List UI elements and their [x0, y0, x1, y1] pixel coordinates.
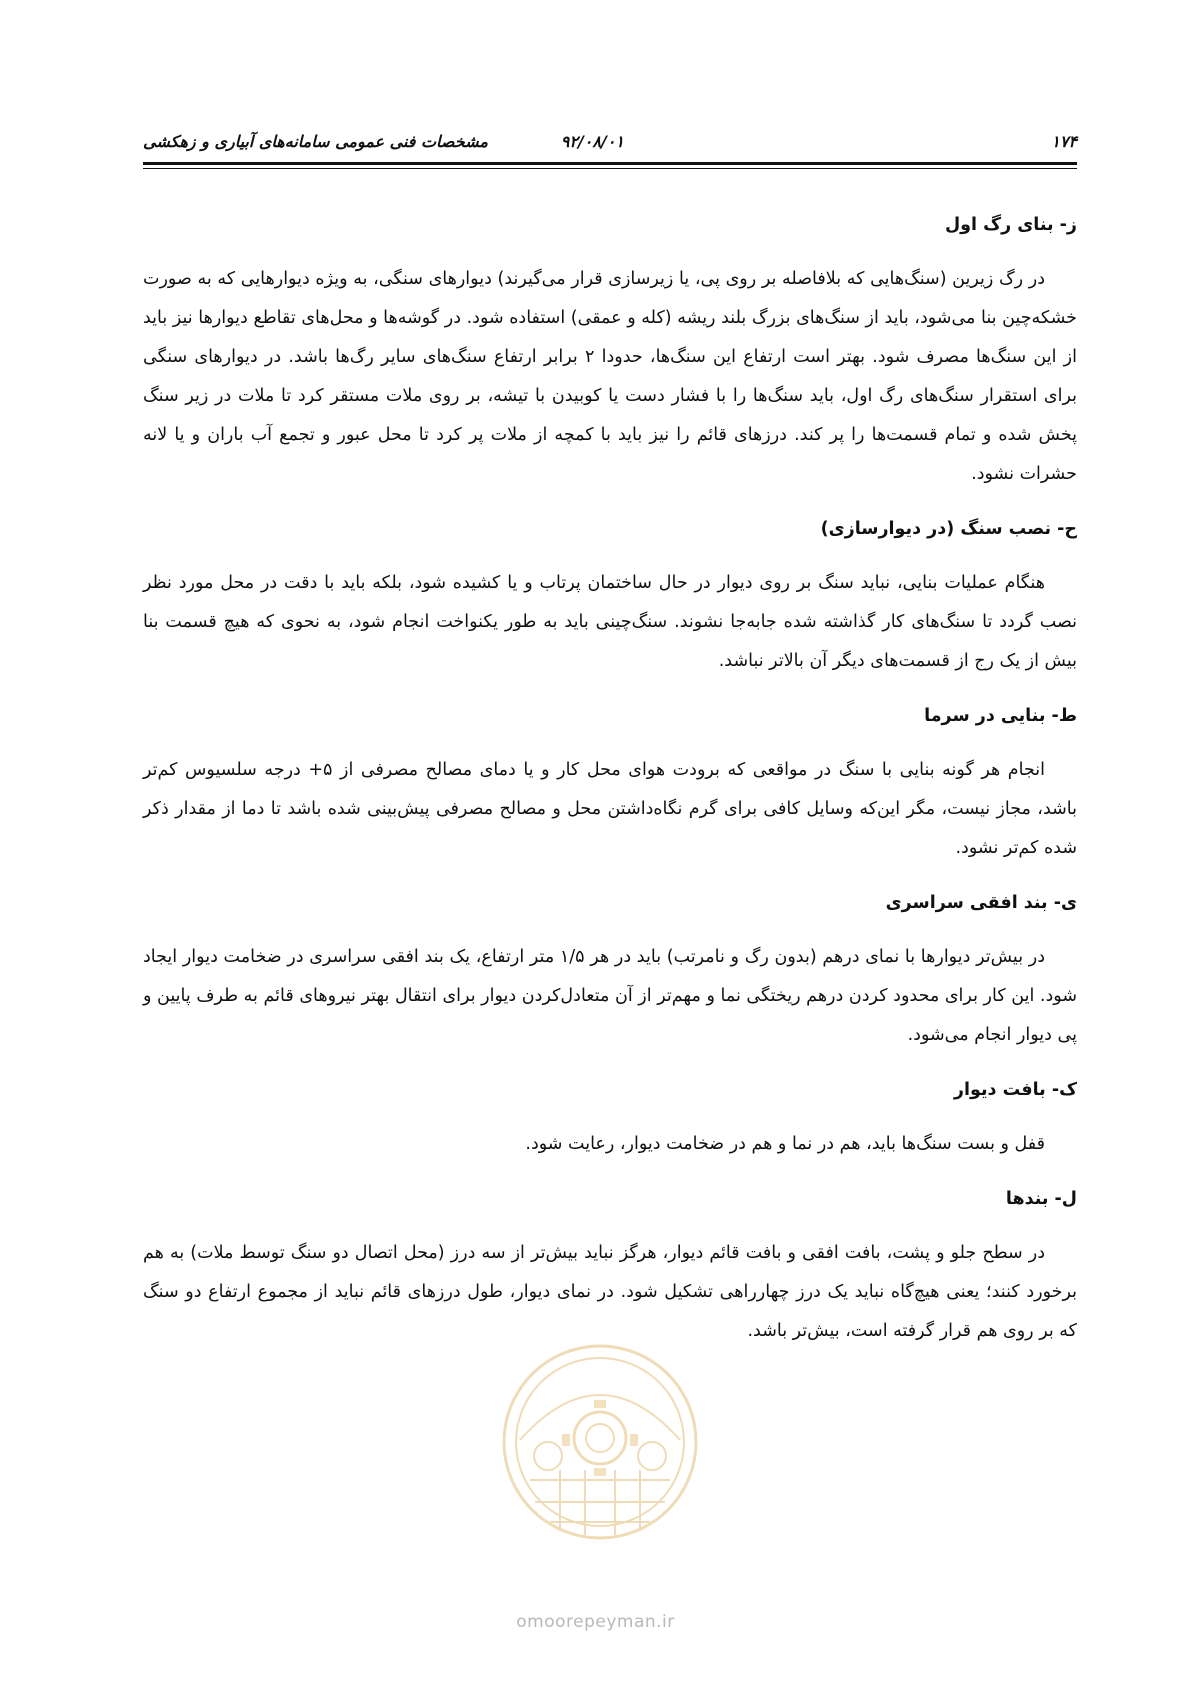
page-header	[143, 128, 1077, 164]
watermark-url: omoorepeyman.ir	[516, 1612, 675, 1632]
section-heading: ح- نصب سنگ (در دیوارسازی)	[820, 519, 1077, 539]
section-heading: ی- بند افقی سراسری	[885, 893, 1077, 913]
section-k	[143, 1077, 1077, 1164]
section-l	[143, 1186, 1077, 1351]
section-paragraph: هنگام عملیات بنایی، نباید سنگ بر روی دیوار در حال ساختمان پرتاب و یا کشیده شود، بلکه باید با دقت در محل مورد نظر نصب گردد تا سنگ‌های کار گذاشته شده جابه‌جا نشوند. سنگ‌چینی باید به طور یکنواخت انجام شود، به نحوی که هیچ قسمت بنا بیش از یک رج از قسمت‌های دیگر آن بالاتر نباشد.	[143, 573, 1077, 671]
section-paragraph: قفل و بست سنگ‌ها باید، هم در نما و هم در ضخامت دیوار، رعایت شود.	[525, 1134, 1045, 1154]
section-paragraph: در بیش‌تر دیوارها با نمای درهم (بدون رگ و نامرتب) باید در هر ۱/۵ متر ارتفاع، یک بند افقی سراسری در ضخامت دیوار ایجاد شود. این کار برای محدود کردن درهم ریختگی نما و مهم‌تر از آن متعادل‌کردن دیوار برای انتقال بهتر نیروهای قائم به طرف پایین و پی دیوار انجام می‌شود.	[143, 947, 1077, 1045]
header-date: ۹۲/۰۸/۰۱	[560, 132, 624, 151]
header-rule-thick	[143, 162, 1077, 165]
header-title: مشخصات فنی عمومی سامانه‌های آبیاری و زهکشی	[143, 132, 488, 151]
header-rule-thin	[143, 168, 1077, 169]
section-heading: ط- بنایی در سرما	[924, 706, 1077, 726]
section-y	[143, 890, 1077, 1055]
section-h	[143, 516, 1077, 681]
section-paragraph: در رگ زیرین (سنگ‌هایی که بلافاصله بر روی پی، یا زیرسازی قرار می‌گیرند) دیوارهای سنگی، به ویژه دیوارهایی که به صورت خشکه‌چین بنا می‌شود، باید از سنگ‌های بزرگ بلند ریشه (کله و عمقی) استفاده شود. در گوشه‌ها و محل‌های تقاطع دیوارها نیز باید از این سنگ‌ها مصرف شود. بهتر است ارتفاع این سنگ‌ها، حدودا ۲ برابر ارتفاع سنگ‌های سایر رگ‌ها باشد. در دیوارهای سنگی برای استقرار سنگ‌های رگ اول، باید سنگ‌ها را با فشار دست یا کوبیدن با تیشه، بر روی ملات مستقر کرد تا ملات در زیر سنگ پخش شده و تمام قسمت‌ها را پر کند. درزهای قائم را نیز باید با کمچه از ملات پر کرد تا محل عبور و تجمع آب باران و یا لانه حشرات نشود.	[143, 269, 1077, 484]
section-z	[143, 212, 1077, 494]
section-t	[143, 703, 1077, 868]
section-heading: ز- بنای رگ اول	[945, 215, 1077, 235]
page-number: ۱۷۴	[1051, 132, 1077, 151]
section-paragraph: انجام هر گونه بنایی با سنگ در مواقعی که برودت هوای محل کار و یا دمای مصالح مصرفی از ۵+ درجه سلسیوس کم‌تر باشد، مجاز نیست، مگر این‌که وسایل کافی برای گرم نگاه‌داشتن محل و مصالح مصرفی پیش‌بینی شده باشد تا دما از مقدار ذکر شده کم‌تر نشود.	[143, 760, 1077, 858]
section-heading: ل- بندها	[1005, 1189, 1077, 1209]
section-paragraph: در سطح جلو و پشت، بافت افقی و بافت قائم دیوار، هرگز نباید بیش‌تر از سه درز (محل اتصال دو سنگ توسط ملات) به هم برخورد کنند؛ یعنی هیچ‌گاه نباید یک درز چهارراهی تشکیل شود. در نمای دیوار، طول درزهای قائم نباید از مجموع ارتفاع دو سنگ که بر روی هم قرار گرفته است، بیش‌تر باشد.	[143, 1243, 1077, 1341]
section-heading: ک- بافت دیوار	[953, 1080, 1077, 1100]
document-body	[143, 212, 1077, 1373]
seal-logo-icon	[490, 1330, 710, 1560]
